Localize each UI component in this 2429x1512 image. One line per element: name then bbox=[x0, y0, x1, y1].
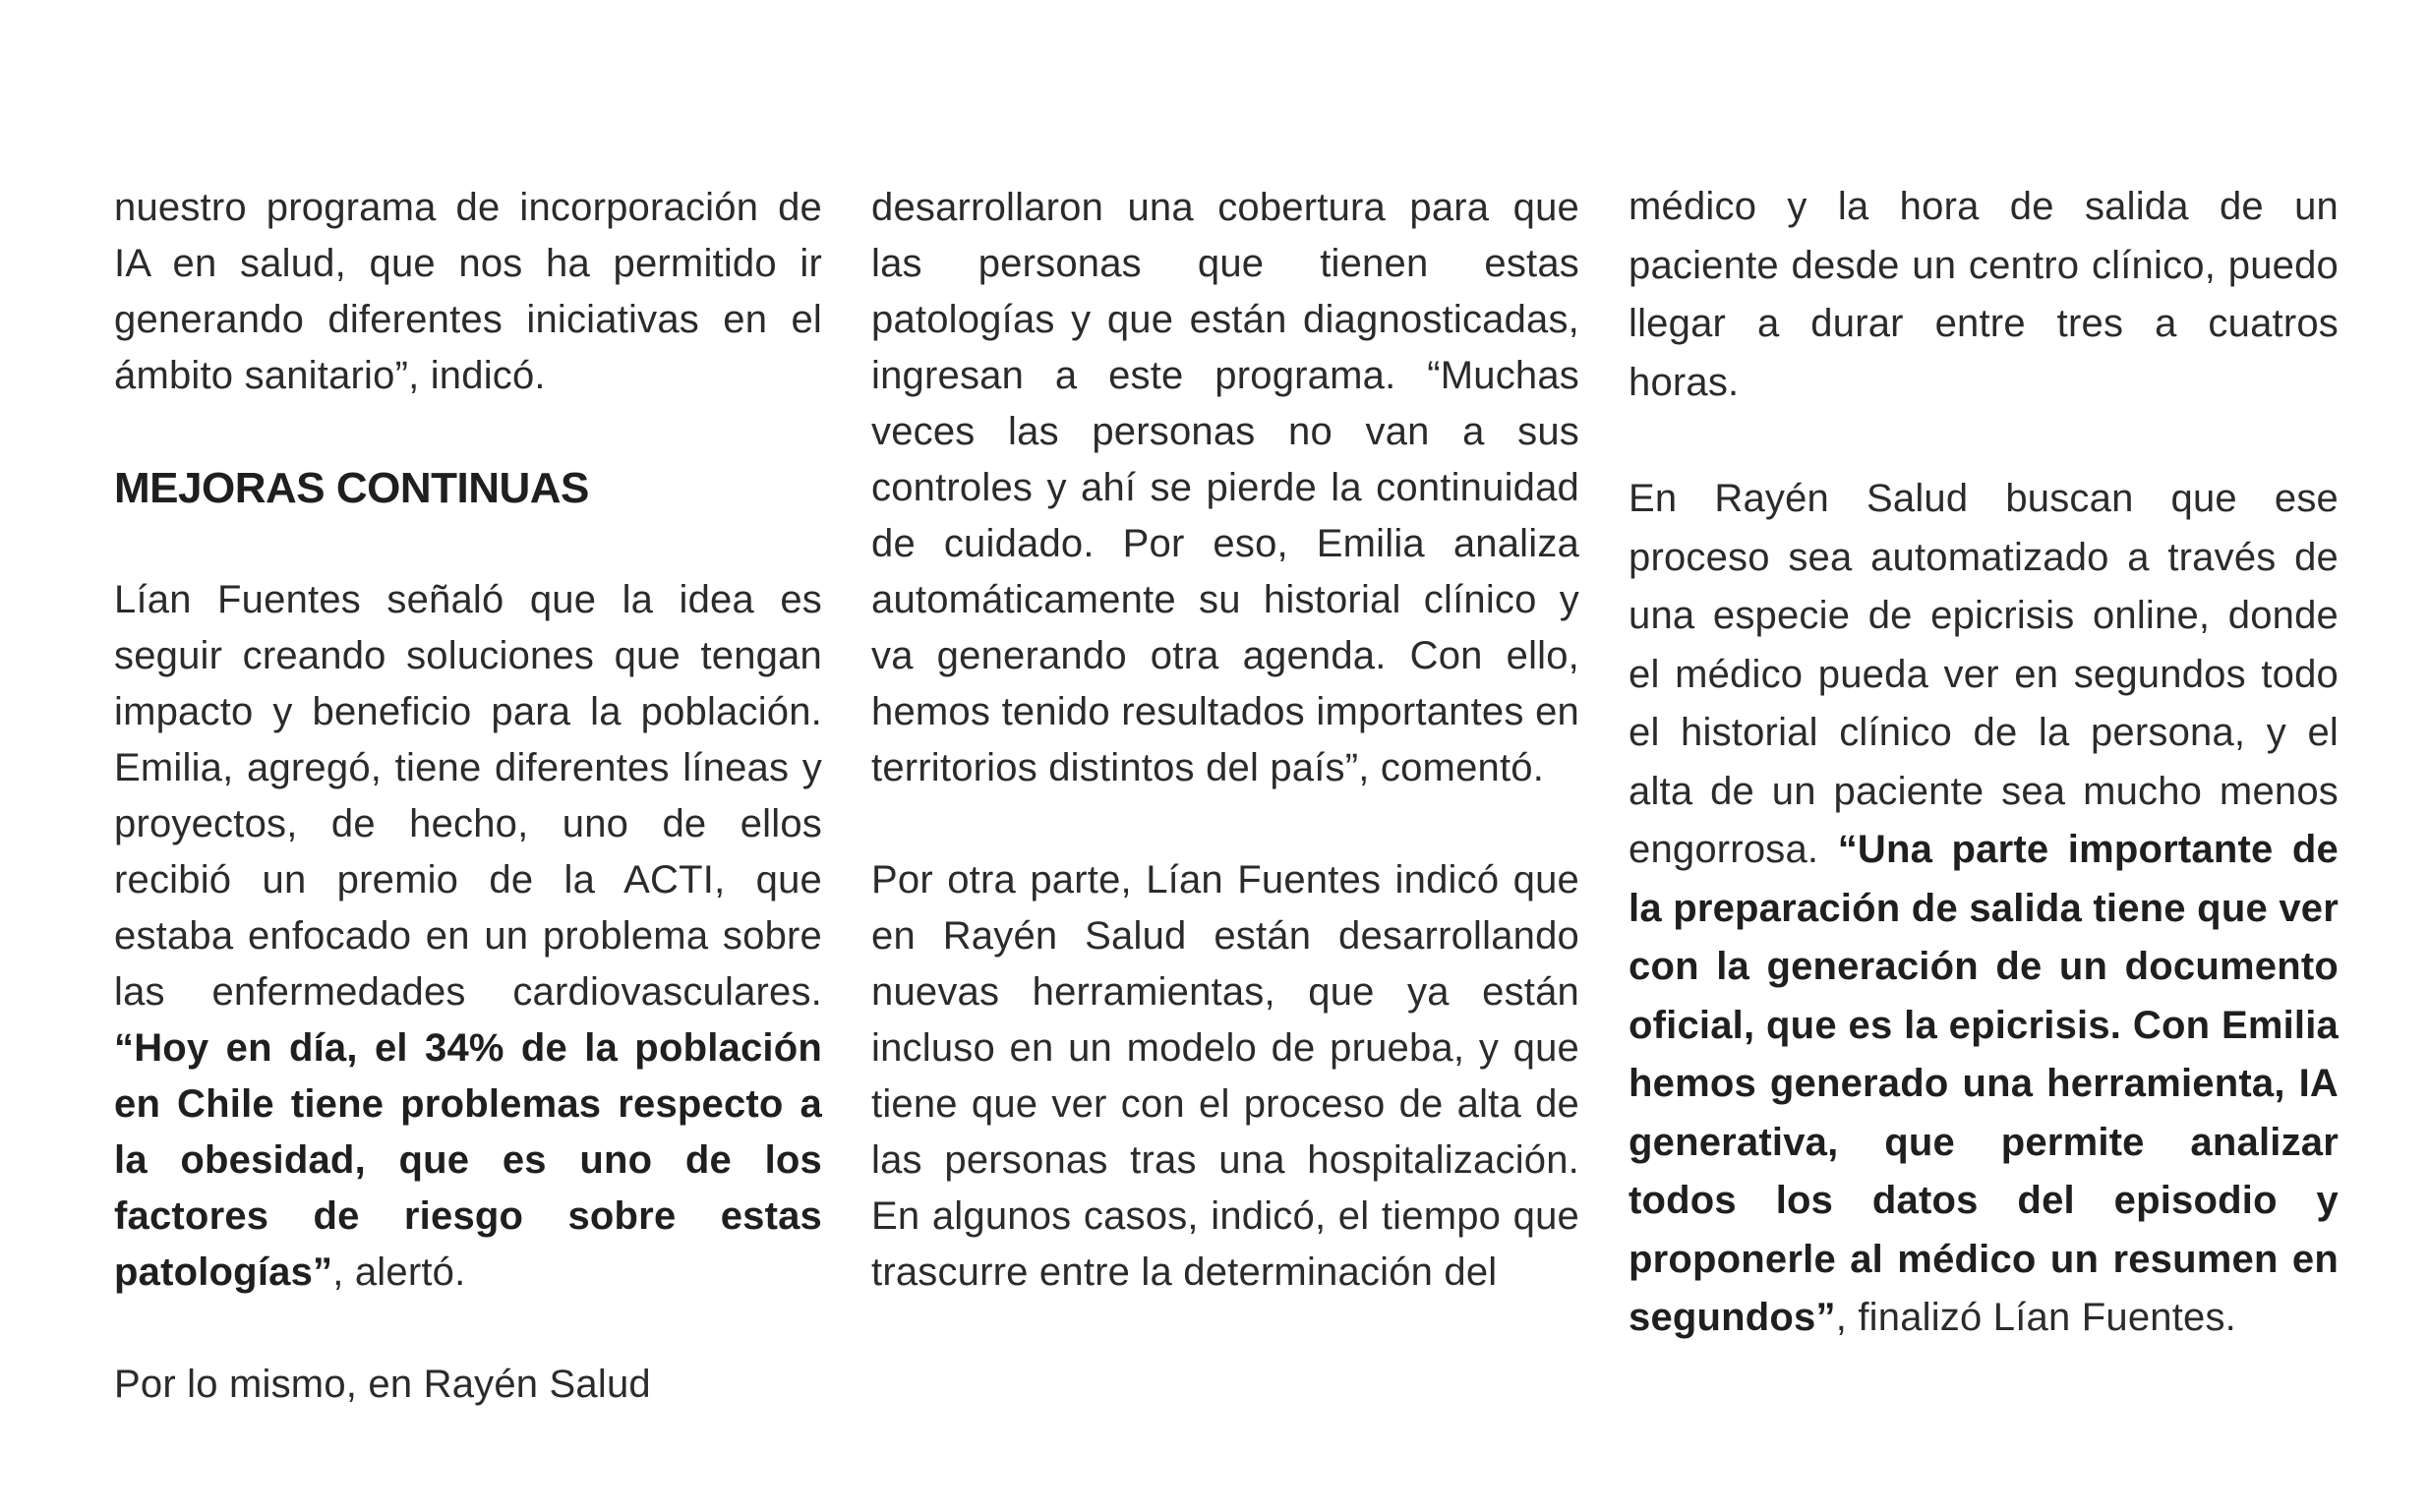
paragraph-tail: , finalizó Lían Fuentes. bbox=[1835, 1296, 2236, 1339]
paragraph: Por otra parte, Lían Fuentes indicó que en Rayén Salud están desarrollando nuevas herramientas, que ya están incluso en un modelo de prueba, y que tiene que ver con el proceso de alta de las personas tras una hospitalización. En algunos casos, indicó, el tiempo que trascurre entre la determinación del bbox=[871, 858, 1579, 1294]
paragraph: Por lo mismo, en Rayén Salud bbox=[114, 1363, 651, 1406]
paragraph bbox=[1629, 470, 2339, 1348]
paragraph-tail: , alertó. bbox=[332, 1250, 466, 1294]
paragraph: desarrollaron una cobertura para que las personas que tienen estas patologías y que están diagnosticadas, ingresan a este programa. “Muchas veces las personas no van a sus controles y ahí se pierde la continuidad de cuidado. Por eso, Emilia analiza automáticamente su historial clínico y va generando otra agenda. Con ello, hemos tenido resultados importantes en territorios distintos del país”, comentó. bbox=[871, 186, 1579, 789]
paragraph-text: Lían Fuentes señaló que la idea es seguir creando soluciones que tengan impacto y beneficio para la población. Emilia, agregó, tiene diferentes líneas y proyectos, de hecho, uno de ellos recibió un premio de la ACTI, que estaba enfocado en un problema sobre las enfermedades cardiovasculares. bbox=[114, 578, 822, 1014]
paragraph bbox=[114, 572, 822, 1301]
quote-bold: “Hoy en día, el 34% de la población en Chile tiene problemas respecto a la obesidad, que es uno de los factores de riesgo sobre estas patologías” bbox=[114, 1026, 822, 1294]
article-column-3 bbox=[1629, 178, 2339, 1348]
article-column-2 bbox=[871, 180, 1579, 1301]
paragraph: nuestro programa de incorporación de IA en salud, que nos ha permitido ir generando diferentes iniciativas en el ámbito sanitario”, indicó. bbox=[114, 186, 822, 397]
quote-bold: “Una parte importante de la preparación de salida tiene que ver con la generación de un documento oficial, que es la epicrisis. Con Emilia hemos generado una herramienta, IA generativa, que permite analizar todos los datos del episodio y proponerle al médico un resumen en segundos” bbox=[1629, 828, 2339, 1339]
section-heading: MEJORAS CONTINUAS bbox=[114, 464, 589, 512]
paragraph: médico y la hora de salida de un paciente desde un centro clínico, puedo llegar a durar entre tres a cuatros horas. bbox=[1629, 185, 2339, 404]
article-column-1 bbox=[114, 180, 822, 1413]
paragraph-text: En Rayén Salud buscan que ese proceso sea automatizado a través de una especie de epicrisis online, donde el médico pueda ver en segundos todo el historial clínico de la persona, y el alta de un paciente sea mucho menos engorrosa. bbox=[1629, 477, 2339, 871]
